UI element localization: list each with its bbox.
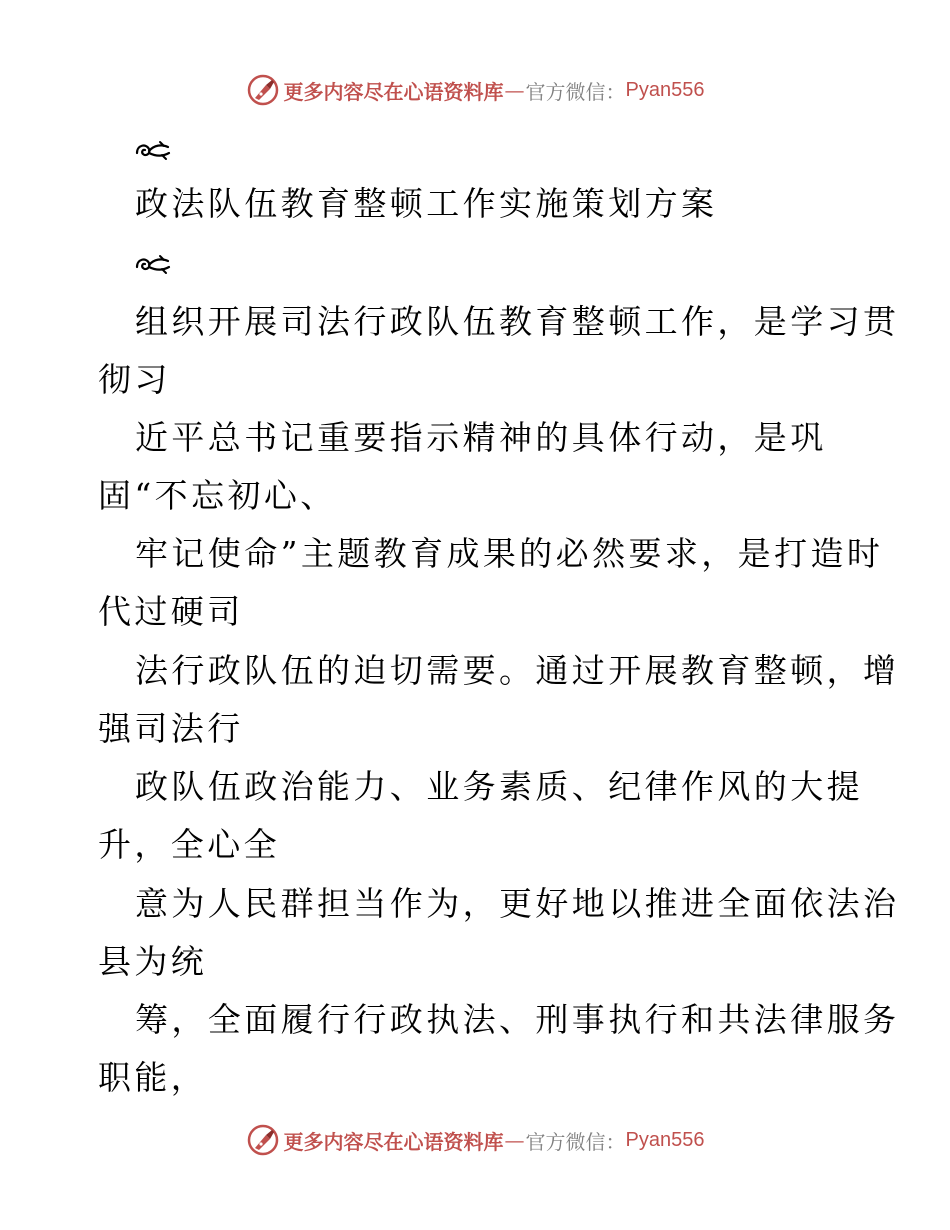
banner-wechat-id: Pyan556 [625,78,705,101]
body-line: 意为人民群担当作为，更好地以推进全面依法治 [135,884,900,923]
banner-dash: — [504,1128,525,1152]
banner-site-text: 更多内容尽在心语资料库 [283,1129,504,1154]
fleuron-ornament-icon [134,139,172,161]
banner-content [246,73,705,107]
body-line: 彻习 [98,360,171,399]
banner-site-text: 更多内容尽在心语资料库 [283,79,504,104]
body-line: 组织开展司法行政队伍教育整顿工作，是学习贯 [135,302,900,341]
body-line: 县为统 [98,942,208,981]
body-line: 牢记使命”主题教育成果的必然要求，是打造时 [135,534,884,573]
body-line: 法行政队伍的迫切需要。通过开展教育整顿，增 [135,651,900,690]
banner-wechat-id: Pyan556 [625,1128,705,1151]
banner-wechat-label: 官方微信： [525,79,626,104]
body-line: 近平总书记重要指示精神的具体行动，是巩 [135,418,827,457]
footer-banner [0,1120,950,1160]
body-line: 强司法行 [98,709,244,748]
body-line: 筹，全面履行行政执法、刑事执行和共法律服务 [135,1000,900,1039]
body-line: 固“不忘初心、 [98,476,337,515]
fleuron-ornament-icon [134,253,172,275]
pen-nib-logo-icon [246,73,280,107]
document-title: 政法队伍教育整顿工作实施策划方案 [135,184,718,223]
banner-wechat-label: 官方微信： [525,1129,626,1154]
body-line: 升，全心全 [98,825,280,864]
banner-content [246,1123,705,1157]
body-line: 政队伍政治能力、业务素质、纪律作风的大提 [135,767,863,806]
pen-nib-logo-icon [246,1123,280,1157]
banner-dash: — [504,78,525,102]
header-banner [0,70,950,110]
body-line: 职能， [98,1058,208,1097]
body-line: 代过硬司 [98,592,244,631]
